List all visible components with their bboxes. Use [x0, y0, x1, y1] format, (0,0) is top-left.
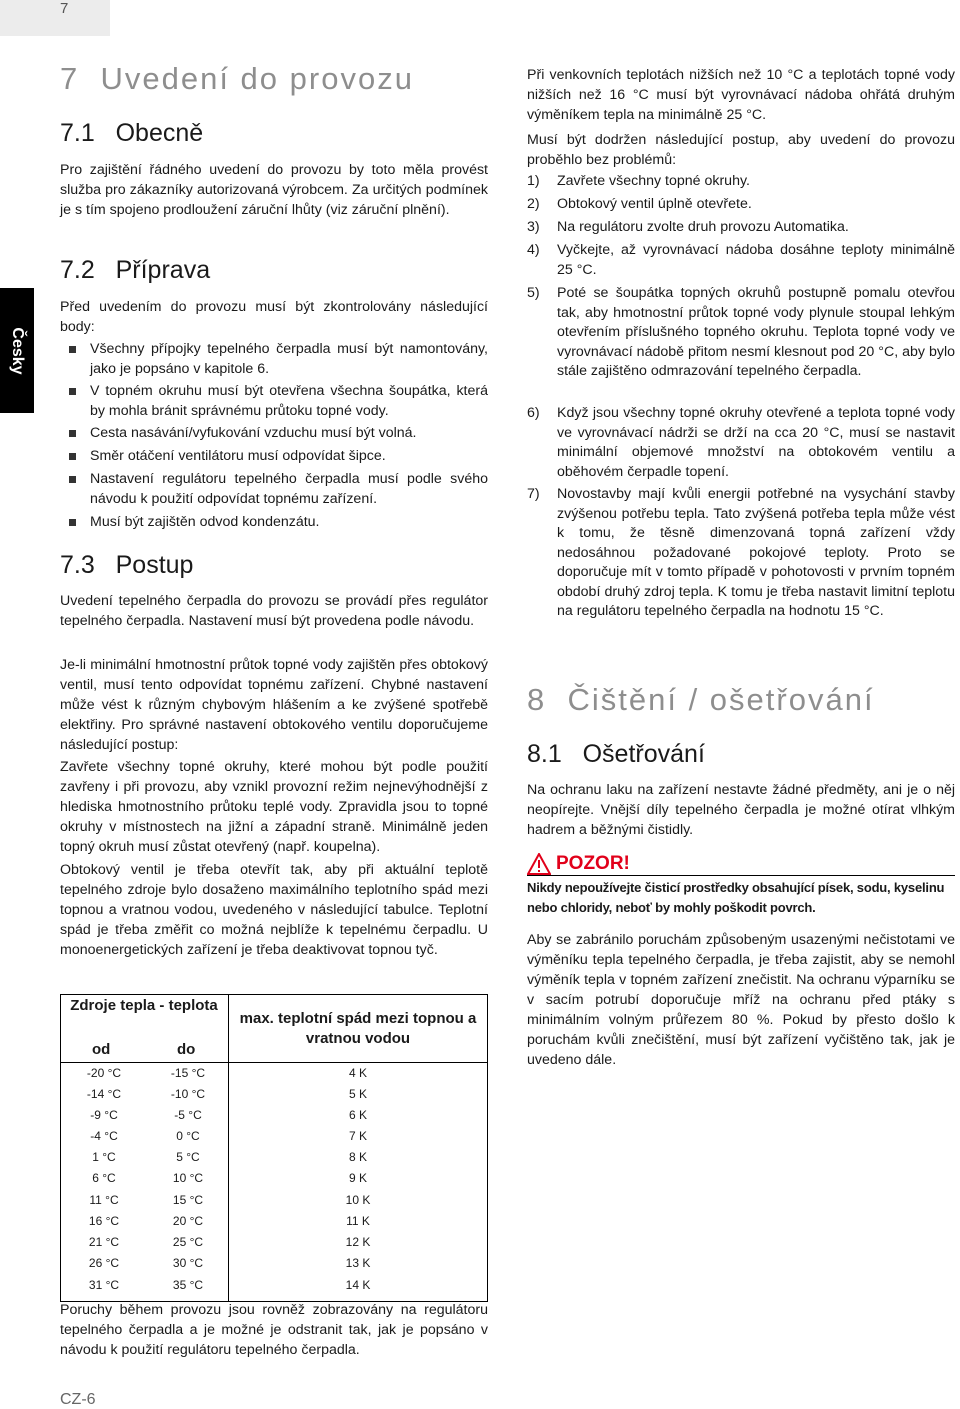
- section-7-3-paragraph-1: Uvedení tepelného čerpadla do provozu se provádí přes regulátor tepelného čerpadla. Nastavení musí být provedena podle návodu.: [60, 593, 488, 629]
- checklist-item: Nastavení regulátoru tepelného čerpadla musí podle svého návodu k použití odpovídat topnému zařízení.: [60, 469, 488, 509]
- section-7-3-number: 7.3: [60, 551, 95, 579]
- section-7-1-number: 7.1: [60, 119, 95, 147]
- checklist-item: Musí být zajištěn odvod kondenzátu.: [60, 512, 488, 532]
- right-last-paragraph: Aby se zabránilo poruchám způsobeným usazenými nečistotami ve výměníku tepla tepelného čerpadla, je třeba zajistit, aby se nemohl výměník tepla v topném zařízení znečistit. Na ochranu výparníku se v sacím potrubí doporučuje mříž na ochranu před ptáky s minimálním volným průřezem 80 %. Pokud by přesto došlo k poruchám kvůli znečištění, musí být zařízení vyčištěno tak, jak je uvedeno dále.: [527, 932, 955, 1068]
- procedure-step: 6) Když jsou všechny topné okruhy otevřené a teplota topné vody ve vyrovnávací nádrži se drží na cca 20 °C, musí se nastavit minimální objemové množství na obtokovém ventilu a oběhovém čerpadle topení.: [527, 405, 955, 480]
- section-7-3-paragraph-4: Obtokový ventil je třeba otevřít tak, aby při aktuální teplotě tepelného zdroje bylo dosaženo maximálního teplotního spád mezi topnou a vratnou vodou, uvedeného v následující tabulce. Teplotní spád je třeba změřit co možná nejblíže k tepelnému čerpadlu. U monoenergetických zařízení je třeba deaktivovat topnou tyč.: [60, 862, 488, 958]
- section-7-3-paragraph-2: Je-li minimální hmotnostní průtok topné vody zajištěn přes obtokový ventil, musí tento odpovídat topnému zařízení. Chybné nastavení může vést k různým chybovým hlášením a ke zvýšené spotřebě elektřiny. Pro správné nastavení obtokového ventilu doporučujeme následující postup:: [60, 657, 488, 753]
- section-7-1-title: Obecně: [115, 119, 204, 147]
- procedure-step: 5) Poté se šoupátka topných okruhů postupně pomalu otevřou tak, aby hmotnostní průtok topné vody plynule stoupal lehkým otevřením příslušného topného okruhu. Teplota topné vody ve vyrovnávací nádobě přitom nesmí klesnout pod 20 °C, aby bylo stále zajištěno odmrazování tepelného čerpadla.: [527, 285, 955, 379]
- table-row: -9 °C -5 °C 6 K: [90, 1108, 367, 1122]
- chapter-7-title: Uvedení do provozu: [100, 61, 414, 96]
- chapter-7-heading: [60, 61, 414, 97]
- procedure-step: 7) Novostavby mají kvůli energii potřebné na vysychání stavby zvýšenou potřebu tepla. Tato zvýšená potřeba tepla může vést k tomu, že těsně dimenzovaná topná zařízení vždy nedosáhnou požadované pokojové teploty. Proto se doporučuje mít v tomto případě v pohotovosti v prvním topném období druhý zdroj tepla. K tomu je třeba nastavit limitní teplotu na regulátoru tepelného čerpadla na hodnotu 15 °C.: [527, 486, 955, 619]
- table-row: 31 °C 35 °C 14 K: [88, 1278, 371, 1292]
- section-7-3-paragraph-3: Zavřete všechny topné okruhy, které mohou být podle použití zavřeny i při provozu, aby vznikl provozní režim nejnevýhodnější z hlediska hmotnostního průtoku teplé vody. Zpravidla jsou to topné okruhy v místnostech na jižní a západní straně. Minimálně jeden topný okruh musí zůstat otevřený (např. koupelna).: [60, 759, 488, 855]
- chapter-8-number: 8: [527, 682, 547, 717]
- table-row: -4 °C 0 °C 7 K: [90, 1129, 367, 1143]
- table-row: 26 °C 30 °C 13 K: [88, 1256, 371, 1270]
- right-paragraph-1: Při venkovních teplotách nižších než 10 °C a teplotách topné vody nižších než 16 °C musí být vyrovnávací nádoba ohřátá druhým výměníkem tepla na minimálně 25 °C.: [527, 67, 955, 123]
- right-paragraph-2: Musí být dodržen následující postup, aby uvedení do provozu proběhlo bez problémů:: [527, 132, 955, 168]
- table-row: -20 °C -15 °C 4 K: [86, 1066, 367, 1080]
- checklist-item: Cesta nasávání/vyfukování vzduchu musí být volná.: [60, 423, 488, 443]
- table-row: 21 °C 25 °C 12 K: [88, 1235, 371, 1249]
- chapter-8-heading: [527, 682, 875, 718]
- section-7-1-heading: [60, 119, 203, 148]
- after-table-paragraph: Poruchy během provozu jsou rovněž zobrazovány na regulátoru tepelného čerpadla a je možné je odstranit tak, jak je popsáno v návodu k použití regulátoru tepelného čerpadla.: [60, 1302, 488, 1358]
- section-7-3-heading: [60, 551, 193, 580]
- table-row: -14 °C -10 °C 5 K: [86, 1087, 367, 1101]
- warning-text: Nikdy nepoužívejte čisticí prostředky obsahující písek, sodu, kyselinu nebo chloridy, neboť by mohly poškodit povrch.: [527, 880, 945, 915]
- procedure-step: 1) Zavřete všechny topné okruhy.: [527, 173, 750, 189]
- section-7-2-intro: Před uvedením do provozu musí být zkontrolovány následující body:: [60, 299, 488, 335]
- section-7-2-number: 7.2: [60, 256, 95, 284]
- page-number: 7: [60, 0, 69, 17]
- checklist-item: Směr otáčení ventilátoru musí odpovídat šipce.: [60, 446, 488, 466]
- table-header-source: Zdroje tepla - teplota: [70, 997, 218, 1014]
- page-number-box: [0, 0, 110, 36]
- section-8-1-paragraph: Na ochranu laku na zařízení nestavte žádné předměty, ani je o něj neopírejte. Vnější díly tepelného čerpadla je možné otírat vlhkým hadrem a běžnými čistidly.: [527, 782, 955, 838]
- table-row: 1 °C 5 °C 8 K: [92, 1150, 367, 1164]
- footer-page-label: CZ-6: [60, 1391, 96, 1408]
- checklist-item: Všechny přípojky tepelného čerpadla musí být namontovány, jako je popsáno v kapitole 6.: [60, 339, 488, 379]
- language-tab: [0, 288, 34, 413]
- table-header-from: od: [92, 1041, 111, 1058]
- procedure-step: 3) Na regulátoru zvolte druh provozu Automatika.: [527, 219, 849, 235]
- language-tab-label: Česky: [9, 326, 26, 375]
- table-row: 16 °C 20 °C 11 K: [88, 1214, 370, 1228]
- table-row: 11 °C 15 °C 10 K: [89, 1193, 371, 1207]
- procedure-step: 2) Obtokový ventil úplně otevřete.: [527, 196, 752, 212]
- section-8-1-number: 8.1: [527, 740, 562, 768]
- warning-triangle-icon: [527, 853, 551, 875]
- section-7-2-heading: [60, 256, 210, 285]
- checklist-item: V topném okruhu musí být otevřena všechna šoupátka, která by mohla bránit správnému průtoku topné vody.: [60, 381, 488, 421]
- section-8-1-heading: [527, 740, 705, 769]
- section-7-2-title: Příprava: [115, 256, 211, 284]
- warning-title: POZOR!: [556, 853, 630, 874]
- chapter-7-number: 7: [60, 61, 80, 96]
- section-7-1-paragraph: Pro zajištění řádného uvedení do provozu by toto měla provést služba pro zákazníky autorizovaná výrobcem. Za určitých podmínek je s tím spojeno prodloužení záruční lhůty (viz záruční plnění).: [60, 162, 488, 218]
- table-header-max: max. teplotní spád mezi topnou a vratnou vodou: [239, 1010, 477, 1047]
- section-8-1-title: Ošetřování: [582, 740, 705, 768]
- table-row: 6 °C 10 °C 9 K: [92, 1171, 367, 1185]
- warning-rule: [527, 875, 955, 876]
- table-header-to: do: [177, 1041, 196, 1058]
- section-7-3-title: Postup: [115, 551, 194, 579]
- chapter-8-title: Čištění / ošetřování: [567, 682, 875, 717]
- procedure-step: 4) Vyčkejte, až vyrovnávací nádoba dosáhne teploty minimálně 25 °C.: [527, 242, 955, 278]
